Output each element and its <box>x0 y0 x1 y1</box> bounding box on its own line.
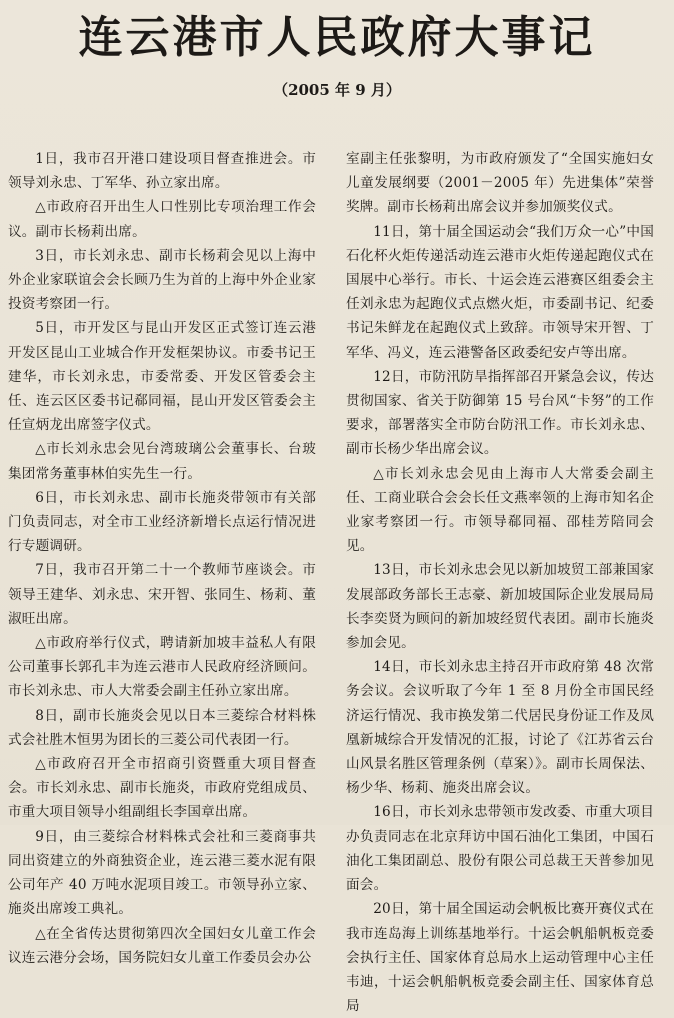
entry-paragraph: 13日，市长刘永忠会见以新加坡贸工部兼国家发展部政务部长王志豪、新加坡国际企业发展局局长李奕贤为顾问的新加坡经贸代表团。副市长施炎参加会见。 <box>346 562 654 652</box>
entry-paragraph: △市政府召开出生人口性别比专项治理工作会议。副市长杨莉出席。 <box>8 199 316 240</box>
entry-paragraph: 14日，市长刘永忠主持召开市政府第 48 次常务会议。会议听取了今年 1 至 8 月份全市国民经济运行情况、我市换发第二代居民身份证工作及凤凰新城综合开发情况的汇报，讨论了《江苏省云台山风景名胜区管理条例（草案）》。副市长周保法、杨少华、杨莉、施炎出席会议。 <box>346 659 654 797</box>
entry-paragraph: 11日，第十届全国运动会“我们万众一心”中国石化杯火炬传递活动连云港市火炬传递起跑仪式在国展中心举行。市长、十运会连云港赛区组委会主任刘永忠为起跑仪式点燃火炬，市委副书记、纪委书记朱鲜龙在起跑仪式上致辞。市领导宋开智、丁军华、冯义，连云港警备区政委纪安卢等出席。 <box>346 223 654 361</box>
entry-paragraph: △市长刘永忠会见台湾玻璃公会董事长、台玻集团常务董事林伯实先生一行。 <box>8 441 316 482</box>
entry-paragraph: 16日，市长刘永忠带领市发改委、市重大项目办负责同志在北京拜访中国石油化工集团，中国石油化工集团副总、股份有限公司总裁王天普参加见面会。 <box>346 804 654 894</box>
entry-paragraph: 20日，第十届全国运动会帆板比赛开赛仪式在我市连岛海上训练基地举行。十运会帆船帆板竞委会执行主任、国家体育总局水上运动管理中心主任韦迪，十运会帆船帆板竞委会副主任、国家体育总局 <box>346 901 654 1015</box>
entry-paragraph: 7日，我市召开第二十一个教师节座谈会。市领导王建华、刘永忠、宋开智、张同生、杨莉、董淑旺出席。 <box>8 562 316 627</box>
right-column <box>346 147 654 1015</box>
entry-paragraph: 1日，我市召开港口建设项目督查推进会。市领导刘永忠、丁军华、孙立家出席。 <box>8 151 316 192</box>
entry-paragraph: △市政府召开全市招商引资暨重大项目督查会。市长刘永忠、副市长施炎，市政府党组成员、市重大项目领导小组副组长李国章出席。 <box>8 756 316 821</box>
entry-paragraph: △在全省传达贯彻第四次全国妇女儿童工作会议连云港分会场，国务院妇女儿童工作委员会办公 <box>8 925 316 966</box>
entry-paragraph: 8日，副市长施炎会见以日本三菱综合材料株式会社胜木恒男为团长的三菱公司代表团一行。 <box>8 707 316 748</box>
entry-paragraph: 5日，市开发区与昆山开发区正式签订连云港开发区昆山工业城合作开发框架协议。市委书记王建华，市长刘永忠，市委常委、开发区管委会主任、连云区区委书记郗同福，昆山开发区管委会主任宣炳龙出席签字仪式。 <box>8 320 316 434</box>
issue-date: （2005 年 9 月） <box>273 81 401 99</box>
entry-paragraph: △市长刘永忠会见由上海市人大常委会副主任、工商业联合会会长任文燕率领的上海市知名企业家考察团一行。市领导郗同福、邵桂芳陪同会见。 <box>346 465 654 555</box>
page-title: 连云港市人民政府大事记 <box>78 12 596 63</box>
entry-paragraph: 6日，市长刘永忠、副市长施炎带领市有关部门负责同志，对全市工业经济新增长点运行情况进行专题调研。 <box>8 489 316 555</box>
entry-paragraph: 9日，由三菱综合材料株式会社和三菱商事共同出资建立的外商独资企业，连云港三菱水泥有限公司年产 40 万吨水泥项目竣工。市领导孙立家、施炎出席竣工典礼。 <box>8 828 316 918</box>
left-column <box>8 147 316 966</box>
entry-paragraph: 12日，市防汛防旱指挥部召开紧急会议，传达贯彻国家、省关于防御第 15 号台风“卡努”的工作要求，部署落实全市防台防汛工作。市长刘永忠、副市长杨少华出席会议。 <box>346 368 654 458</box>
entry-paragraph: △市政府举行仪式，聘请新加坡丰益私人有限公司董事长郭孔丰为连云港市人民政府经济顾问。市长刘永忠、市人大常委会副主任孙立家出席。 <box>8 635 316 700</box>
entry-paragraph: 3日，市长刘永忠、副市长杨莉会见以上海中外企业家联谊会会长顾乃生为首的上海中外企业家投资考察团一行。 <box>8 247 316 313</box>
entry-paragraph-continued: 室副主任张黎明，为市政府颁发了“全国实施妇女儿童发展纲要（2001－2005 年）先进集体”荣誉奖牌。副市长杨莉出席会议并参加颁奖仪式。 <box>346 151 654 216</box>
